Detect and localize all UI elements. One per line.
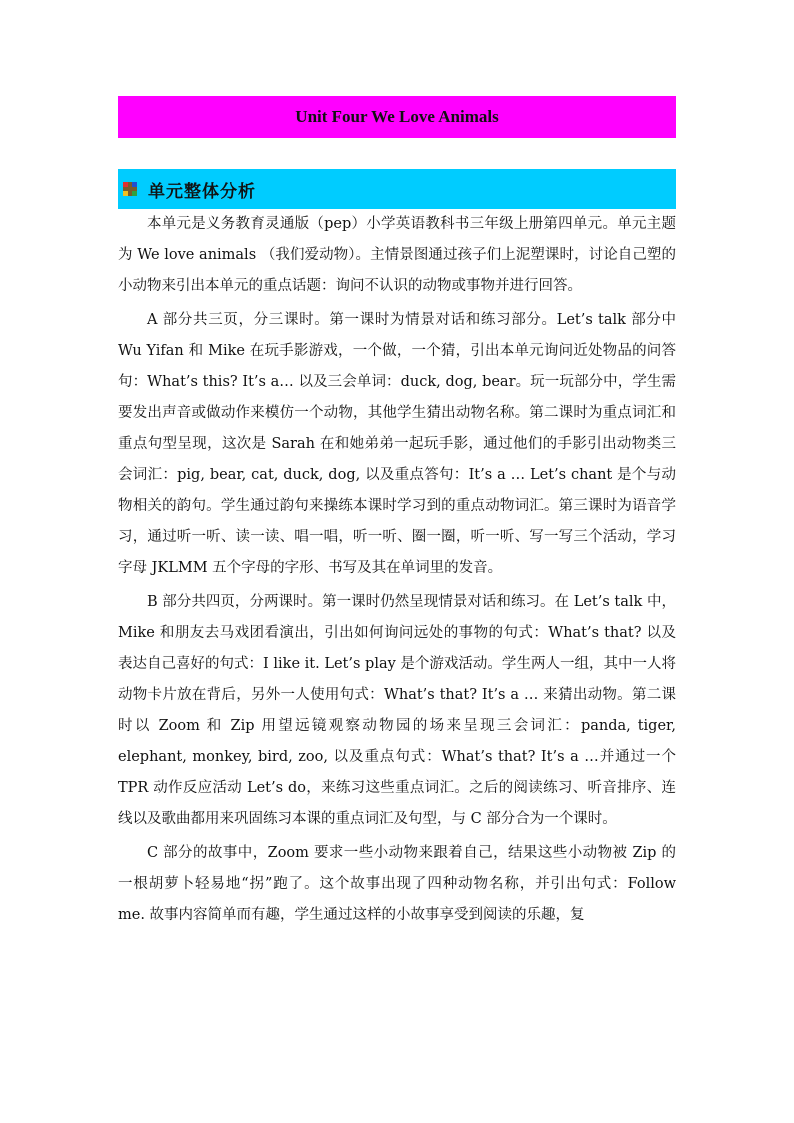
body-text — [118, 209, 676, 934]
paragraph: C 部分的故事中，Zoom 要求一些小动物来跟着自己，结果这些小动物被 Zip 的一根胡萝卜轻易地“拐”跑了。这个故事出现了四种动物名称，并引出句式：Follow me. 故事内容简单而有趣，学生通过这样的小故事享受到阅读的乐趣，复 — [118, 845, 676, 923]
unit-title-banner — [118, 96, 676, 138]
paragraph: A 部分共三页，分三课时。第一课时为情景对话和练习部分。Let’s talk 部分中 Wu Yifan 和 Mike 在玩手影游戏，一个做，一个猜，引出本单元询问近处物品的问答句：What’s this? It’s a… 以及三会单词：duck, dog, bear。玩一玩部分中，学生需要发出声音或做动作来模仿一个动物，其他学生猜出动物名称。第二课时为重点词汇和重点句型呈现，这次是 Sarah 在和她弟弟一起玩手影，通过他们的手影引出动物类三会词汇：pig, bear, cat, duck, dog, 以及重点答句：It’s a … Let’s chant 是个与动物相关的韵句。学生通过韵句来操练本课时学习到的重点动物词汇。第三课时为语音学习，通过听一听、读一读、唱一唱，听一听、圈一圈，听一听、写一写三个活动，学习字母 JKLMM 五个字母的字形、书写及其在单词里的发音。 — [118, 312, 676, 576]
bullet-flag-icon — [122, 181, 138, 197]
paragraph: B 部分共四页，分两课时。第一课时仍然呈现情景对话和练习。在 Let’s talk 中，Mike 和朋友去马戏团看演出，引出如何询问远处的事物的句式：What’s that? 以及表达自己喜好的句式：I like it. Let’s play 是个游戏活动。学生两人一组，其中一人将动物卡片放在背后，另外一人使用句式：What’s that? It’s a … 来猜出动物。第二课时以 Zoom 和 Zip 用望远镜观察动物园的场来呈现三会词汇：panda, tiger, elephant, monkey, bird, zoo, 以及重点句式：What’s that? It’s a …并通过一个 TPR 动作反应活动 Let’s do，来练习这些重点词汇。之后的阅读练习、听音排序、连线以及歌曲都用来巩固练习本课的重点词汇及句型，与 C 部分合为一个课时。 — [118, 594, 676, 827]
section-heading: 单元整体分析 — [148, 181, 256, 202]
paragraph: 本单元是义务教育灵通版（pep）小学英语教科书三年级上册第四单元。单元主题为 We love animals （我们爱动物）。主情景图通过孩子们上泥塑课时，讨论自己塑的小动物来引出本单元的重点话题：询问不认识的动物或事物并进行回答。 — [118, 216, 676, 294]
section-heading-bar — [118, 169, 676, 209]
unit-title: Unit Four We Love Animals — [295, 107, 499, 126]
